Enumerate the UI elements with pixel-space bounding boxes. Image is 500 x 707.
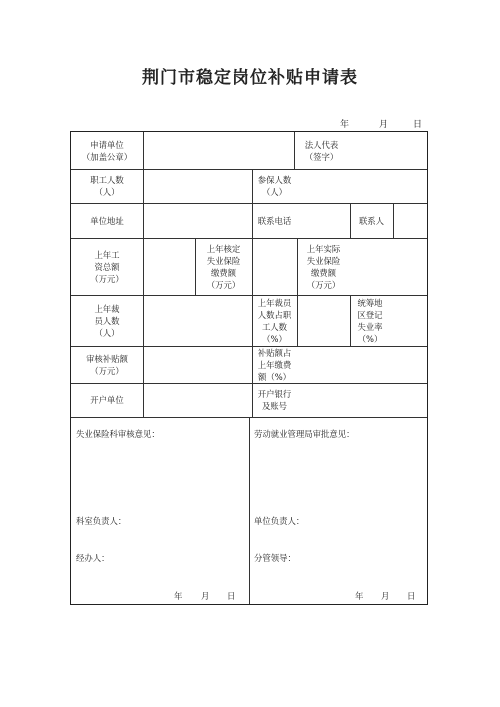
- right-month-label: 月: [381, 591, 390, 601]
- last-year-wage-total-label: 上年工 资总额 （万元）: [90, 249, 124, 284]
- left-month-label: 月: [201, 591, 210, 601]
- application-form-table: [70, 131, 428, 605]
- opinion-divider: [249, 417, 250, 604]
- left-day-label: 日: [227, 591, 236, 601]
- date-year-label: 年: [340, 120, 350, 130]
- date-day-label: 日: [413, 120, 423, 130]
- applicant-unit-label: 申请单位 （加盖公章）: [81, 139, 133, 162]
- unit-address-label: 单位地址: [90, 215, 124, 226]
- left-year-label: 年: [174, 591, 183, 601]
- right-year-label: 年: [355, 591, 364, 601]
- bank-account-label: 开户银行 及账号: [257, 389, 292, 411]
- account-unit-label: 开户单位: [90, 395, 124, 405]
- column-divider: [393, 203, 394, 238]
- unemployment-rate-label: 统筹地 区登记 失业率 （%）: [357, 297, 383, 344]
- form-title: 荆门市稳定岗位补贴申请表: [142, 68, 358, 88]
- section-head-label: 科室负责人：: [76, 516, 127, 526]
- layoff-ratio-label: 上年裁员 人数占职 工人数 （%）: [257, 297, 292, 344]
- column-divider: [143, 132, 144, 417]
- insured-count-label: 参保人数 （人）: [257, 175, 292, 197]
- insurance-review-opinion-label: 失业保险科审核意见：: [76, 429, 160, 439]
- bureau-approval-opinion-label: 劳动就业管理局审批意见：: [254, 429, 355, 439]
- subsidy-ratio-label: 补贴额占 上年缴费 额（%）: [257, 347, 292, 382]
- right-day-label: 日: [407, 591, 416, 601]
- subsidy-amount-label: 审核补贴额 （万元）: [86, 353, 128, 376]
- legal-representative-label: 法人代表 （签字）: [304, 139, 339, 162]
- date-month-label: 月: [379, 120, 389, 130]
- actual-unemployment-fee-label: 上年实际 失业保险 缴费额 （万元）: [306, 243, 341, 290]
- contact-phone-label: 联系电话: [257, 215, 292, 226]
- approved-unemployment-fee-label: 上年核定 失业保险 缴费额 （万元）: [206, 243, 241, 290]
- handler-label: 经办人：: [76, 553, 110, 563]
- contact-person-label: 联系人: [358, 215, 385, 226]
- unit-head-label: 单位负责人：: [254, 516, 305, 526]
- last-year-layoffs-label: 上年裁 员人数 （人）: [94, 303, 120, 338]
- staff-count-label: 职工人数 （人）: [90, 175, 124, 197]
- supervising-leader-label: 分管领导：: [254, 553, 296, 563]
